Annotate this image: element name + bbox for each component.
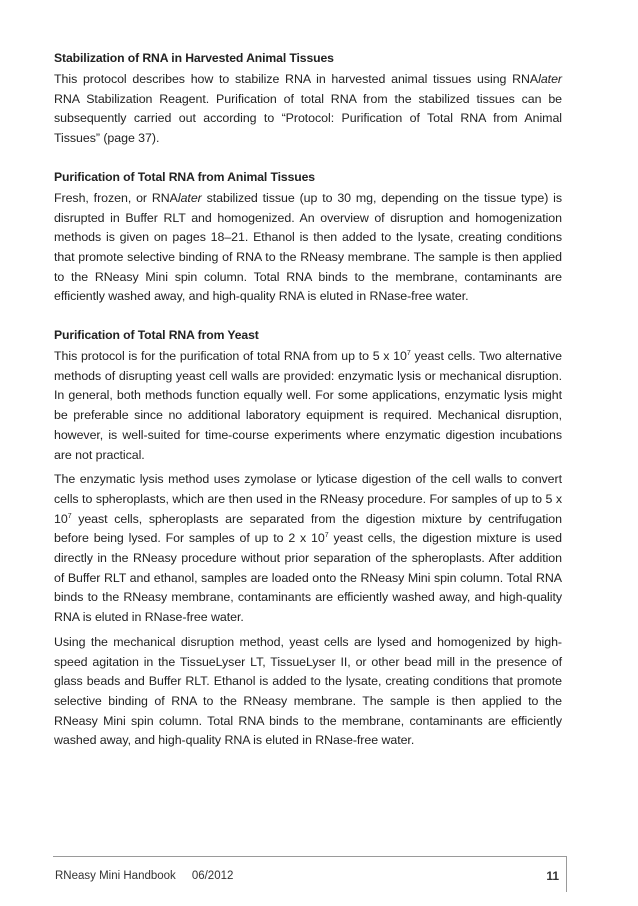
page-number: 11 — [546, 869, 559, 883]
paragraph: Fresh, frozen, or RNAlater stabilized tissue (up to 30 mg, depending on the tissue type) is disrupted in Buffer RLT and homogenized. An overview of disruption and homogenization methods is given on pages 18–21. Ethanol is then added to the lysate, creating conditions that promote selective binding of RNA to the RNeasy membrane. The sample is then applied to the RNeasy Mini spin column. Total RNA binds to the membrane, contaminants are efficiently washed away, and high-quality RNA is eluted in RNase-free water. — [54, 190, 563, 304]
footer-rule-vertical — [566, 856, 567, 892]
section-heading: Stabilization of RNA in Harvested Animal Tissues — [54, 51, 334, 65]
page-content — [54, 48, 562, 769]
footer-handbook-info — [55, 870, 233, 882]
footer-date: 06/2012 — [191, 870, 234, 882]
section-yeast — [54, 325, 562, 751]
page-footer — [53, 856, 567, 896]
section-heading: Purification of Total RNA from Yeast — [54, 328, 259, 343]
section-stabilization — [54, 48, 562, 149]
section-animal-tissues — [54, 167, 562, 307]
footer-title: RNeasy Mini Handbook — [55, 870, 176, 882]
paragraph: Using the mechanical disruption method, yeast cells are lysed and homogenized by high-speed agitation in the TissueLyser LT, TissueLyser II, or other bead mill in the presence of glass beads and Buffer RLT. Ethanol is added to the lysate, creating conditions that promote selective binding of RNA to the RNeasy membrane. The sample is then applied to the RNeasy Mini spin column. Total RNA binds to the membrane, contaminants are efficiently washed away, and high-quality RNA is eluted in RNase-free water. — [54, 634, 562, 748]
paragraph: This protocol describes how to stabilize RNA in harvested animal tissues using RNAlater RNA Stabilization Reagent. Purification of total RNA from the stabilized tissues can be subsequently carried out according to “Protocol: Purification of Total RNA from Animal Tissues” (page 37). — [54, 72, 562, 146]
paragraph: The enzymatic lysis method uses zymolase or lyticase digestion of the cell walls to convert cells to spheroplasts, which are then used in the RNeasy procedure. For samples of up to 5 x $10^7$ yeast cells, spheroplasts are separated from the digestion mixture by centrifugation before being lysed. For samples of up to 2 x $10^7$ yeast cells, the digestion mixture is used directly in the RNeasy procedure without prior separation of the spheroplasts. After addition of Buffer RLT and ethanol, samples are loaded onto the RNeasy Mini spin column. Total RNA binds to the RNeasy membrane, contaminants are efficiently washed away, and high-quality RNA is eluted in RNase-free water. — [54, 472, 562, 625]
section-heading: Purification of Total RNA from Animal Tissues — [54, 169, 315, 184]
footer-rule-horizontal — [53, 856, 567, 857]
paragraph: This protocol is for the purification of total RNA from up to 5 x $10^7$ yeast cells. Two alternative methods of disrupting yeast cell walls are provided: enzymatic lysis or mechanical disruption. In general, both methods function equally well. For some applications, enzymatic lysis might be preferable since no additional laboratory equipment is required. Mechanical disruption, however, is well-suited for time-course experiments where enzymatic digestion incubations are not practical. — [54, 349, 562, 462]
